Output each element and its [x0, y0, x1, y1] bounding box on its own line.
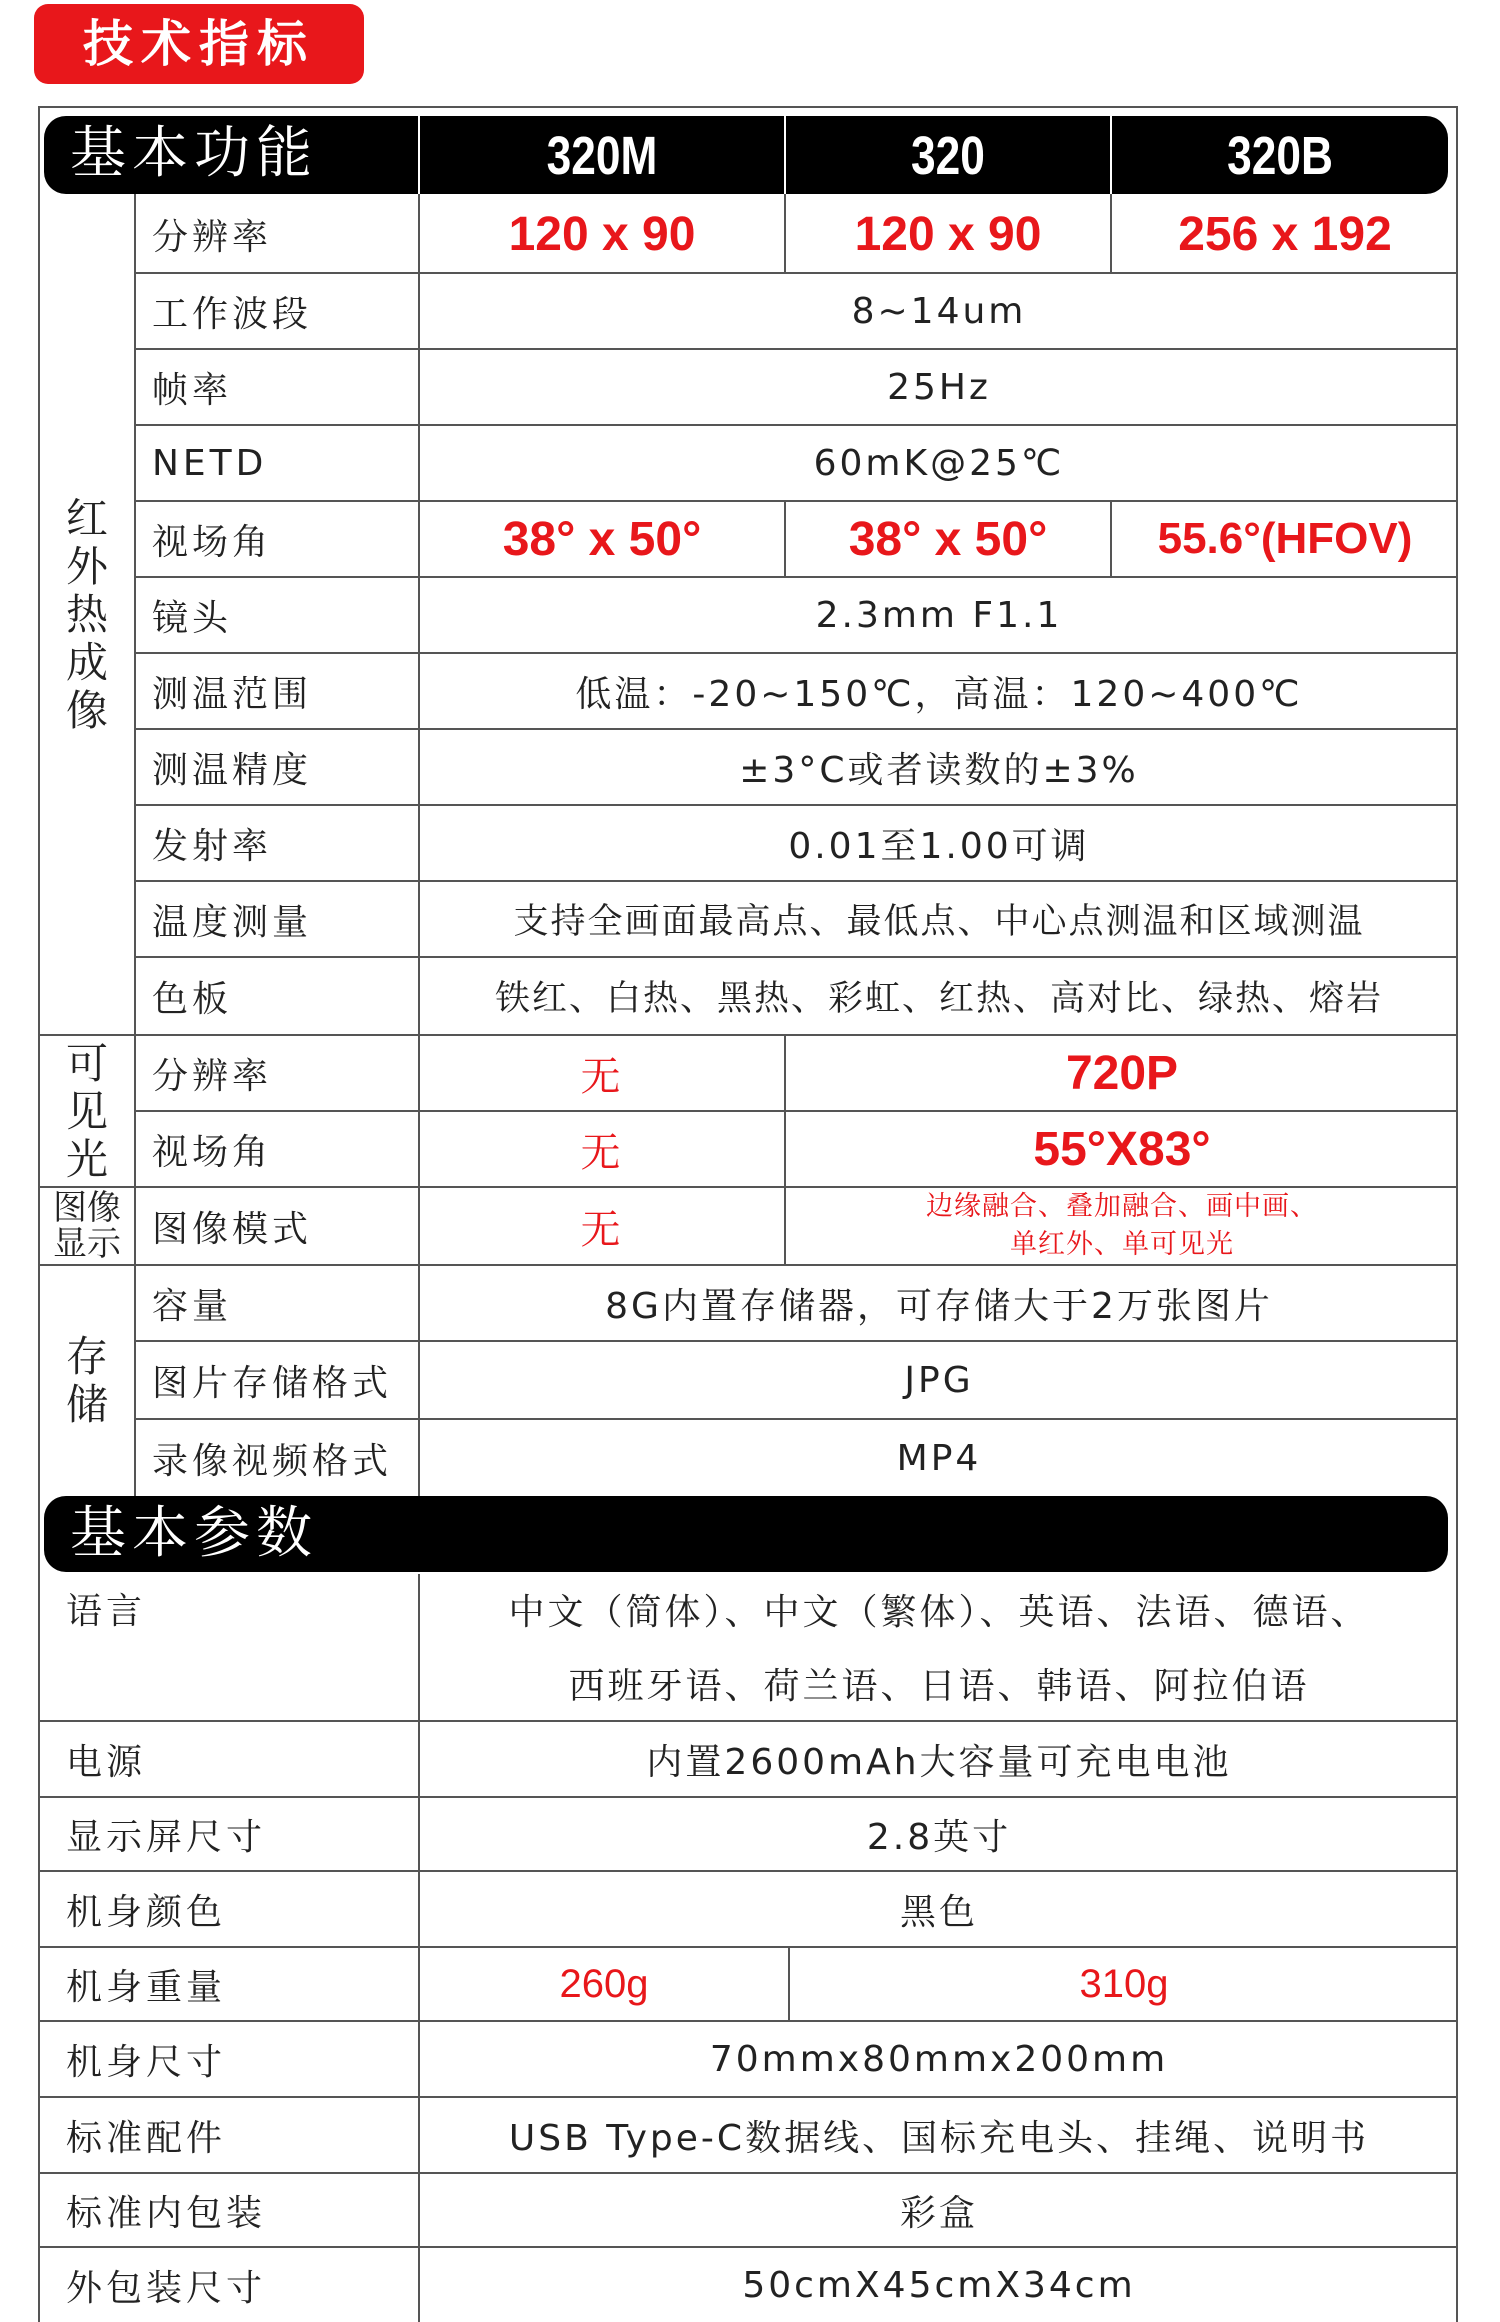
row-label-temp-accuracy: 测温精度 — [152, 749, 313, 791]
section2-header-bar — [44, 1496, 1448, 1572]
row-label-palette: 色板 — [152, 978, 233, 1020]
row-label-language: 语言 — [66, 1591, 147, 1632]
image-mode-line1: 边缘融合、叠加融合、画中画、 — [926, 1191, 1318, 1222]
value-capacity: 8G内置存储器，可存储大于2万张图片 — [605, 1285, 1273, 1327]
value-outer-package-size: 50cmX45cmX34cm — [742, 2264, 1136, 2306]
value-body-size: 70mmx80mmx200mm — [709, 2038, 1169, 2080]
value-fov-320b: 55.6°(HFOV) — [1157, 514, 1413, 563]
row-label-body-size: 机身尺寸 — [66, 2041, 227, 2083]
row-label-screen-size: 显示屏尺寸 — [66, 1816, 267, 1858]
value-fov-320m: 38° x 50° — [502, 512, 702, 566]
row-label-video-format: 录像视频格式 — [152, 1440, 393, 1482]
model-320m-header: 320M — [546, 126, 658, 186]
row-label-resolution: 分辨率 — [152, 216, 273, 258]
row-label-capacity: 容量 — [152, 1285, 233, 1327]
value-inner-package: 彩盒 — [899, 2192, 978, 2234]
group-label-image-display: 图像 显示 — [53, 1188, 121, 1264]
model-320-header: 320 — [911, 126, 985, 186]
row-label-temp-range: 测温范围 — [152, 673, 313, 715]
value-framerate: 25Hz — [887, 366, 991, 408]
row-label-body-weight: 机身重量 — [66, 1966, 227, 2008]
value-language-line1: 中文（简体）、中文（繁体）、英语、法语、德语、 — [508, 1591, 1370, 1633]
value-language-line2: 西班牙语、荷兰语、日语、韩语、阿拉伯语 — [568, 1665, 1310, 1707]
value-resolution-320m: 120 x 90 — [508, 207, 696, 261]
row-label-visible-fov: 视场角 — [152, 1131, 273, 1173]
row-label-framerate: 帧率 — [152, 369, 233, 411]
row-label-temp-measurement: 温度测量 — [152, 901, 313, 943]
value-weight-320m: 260g — [559, 1961, 649, 2006]
value-temp-range: 低温：-20~150℃，高温：120~400℃ — [575, 673, 1303, 715]
value-visible-fov-others: 55°X83° — [1033, 1122, 1211, 1176]
value-temp-accuracy: ±3°C或者读数的±3% — [739, 749, 1139, 791]
value-waveband: 8~14um — [851, 290, 1027, 332]
row-label-waveband: 工作波段 — [152, 293, 313, 335]
value-resolution-320b: 256 x 192 — [1178, 207, 1392, 261]
section-badge: 技术指标 — [34, 4, 364, 84]
image-mode-line2: 单红外、单可见光 — [1010, 1229, 1234, 1260]
value-weight-others: 310g — [1079, 1961, 1169, 2006]
value-power: 内置2600mAh大容量可充电电池 — [646, 1741, 1232, 1783]
value-image-mode-320m: 无 — [580, 1206, 624, 1253]
value-netd: 60mK@25℃ — [813, 442, 1065, 484]
row-label-visible-resolution: 分辨率 — [152, 1055, 273, 1097]
row-label-lens: 镜头 — [152, 597, 233, 639]
row-label-inner-package: 标准内包装 — [66, 2192, 267, 2234]
value-fov-320: 38° x 50° — [848, 512, 1048, 566]
row-label-image-mode: 图像模式 — [152, 1208, 313, 1250]
row-label-emissivity: 发射率 — [152, 825, 273, 867]
section1-title: 基本功能 — [70, 121, 318, 186]
value-palette: 铁红、白热、黑热、彩虹、红热、高对比、绿热、熔岩 — [494, 979, 1383, 1019]
value-temp-measurement: 支持全画面最高点、最低点、中心点测温和区域测温 — [513, 902, 1365, 942]
value-image-mode-others — [786, 1188, 1458, 1264]
group-label-infrared: 红 外 热 成 像 — [65, 494, 108, 735]
row-label-body-color: 机身颜色 — [66, 1891, 227, 1933]
row-label-accessories: 标准配件 — [66, 2117, 227, 2159]
value-visible-resolution-320m: 无 — [580, 1053, 624, 1100]
value-image-format: JPG — [904, 1359, 974, 1401]
value-video-format: MP4 — [896, 1437, 982, 1479]
value-body-color: 黑色 — [899, 1891, 978, 1933]
header-divider — [784, 116, 786, 194]
header-divider — [418, 116, 420, 194]
value-visible-fov-320m: 无 — [580, 1129, 624, 1176]
row-label-fov: 视场角 — [152, 521, 273, 563]
row-label-image-format: 图片存储格式 — [152, 1362, 393, 1404]
model-320b-header: 320B — [1227, 126, 1333, 186]
value-lens: 2.3mm F1.1 — [815, 594, 1063, 636]
header-divider — [1110, 116, 1112, 194]
value-emissivity: 0.01至1.00可调 — [788, 825, 1090, 867]
row-label-outer-package-size: 外包装尺寸 — [66, 2267, 267, 2309]
row-label-netd: NETD — [152, 442, 268, 484]
value-visible-resolution-others: 720P — [1065, 1046, 1179, 1100]
value-accessories: USB Type-C数据线、国标充电头、挂绳、说明书 — [508, 2117, 1370, 2159]
row-label-power: 电源 — [66, 1741, 147, 1783]
value-screen-size: 2.8英寸 — [866, 1816, 1012, 1858]
value-resolution-320: 120 x 90 — [854, 207, 1042, 261]
group-label-visible: 可 见 光 — [65, 1039, 108, 1184]
group-label-storage: 存 储 — [65, 1332, 108, 1429]
section2-title: 基本参数 — [70, 1501, 318, 1566]
